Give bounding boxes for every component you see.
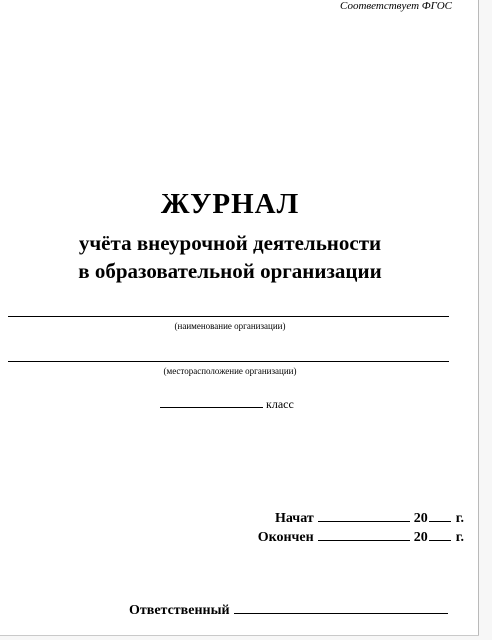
ended-year-blank [429, 529, 451, 541]
started-year-suffix: г. [455, 511, 464, 526]
ended-year-suffix: г. [455, 530, 464, 545]
responsible-row [129, 602, 448, 619]
ended-year-prefix: 20 [413, 530, 428, 545]
class-field [160, 397, 294, 412]
ended-date-blank [318, 529, 410, 541]
organization-location-line [8, 361, 449, 362]
ended-date-row [258, 529, 464, 546]
started-year-blank [429, 510, 451, 522]
organization-name-caption: (наименование организации) [174, 321, 286, 331]
responsible-blank [234, 602, 448, 614]
page-background-gutter [479, 0, 492, 640]
ended-label: Окончен [257, 530, 314, 545]
page-edge-bottom [0, 635, 479, 636]
class-label: класс [266, 397, 294, 411]
journal-subtitle-line-1: учёта внеурочной деятельности [78, 231, 382, 255]
started-date-row [275, 510, 464, 527]
organization-name-line [8, 316, 449, 317]
responsible-label: Ответственный [129, 603, 230, 618]
class-blank [160, 398, 263, 408]
started-year-prefix: 20 [413, 511, 428, 526]
journal-subtitle-line-2: в образовательной организации [78, 259, 382, 283]
started-date-blank [318, 510, 410, 522]
page-edge-right [478, 0, 479, 636]
organization-location-caption: (месторасположение организации) [163, 366, 297, 376]
journal-title: ЖУРНАЛ [160, 188, 300, 220]
standard-note: Соответствует ФГОС [340, 0, 452, 12]
page-background-bottom [0, 636, 492, 640]
started-label: Начат [274, 511, 314, 526]
